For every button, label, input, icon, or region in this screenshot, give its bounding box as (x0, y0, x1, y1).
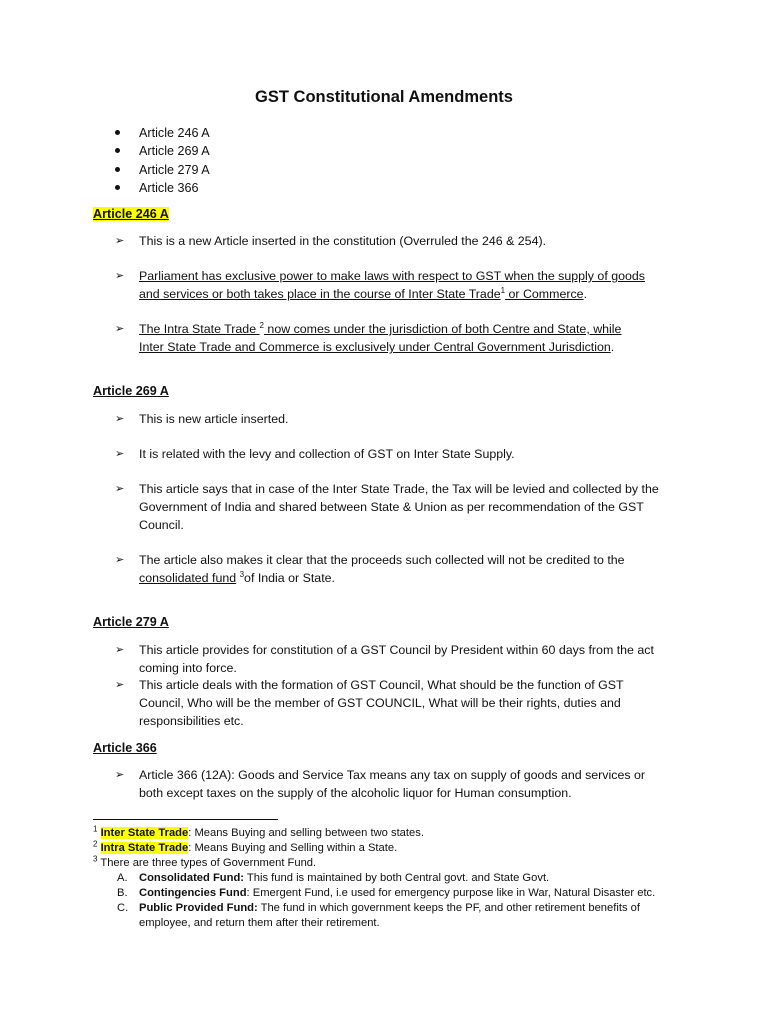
arrow-bullet-icon: ➢ (115, 679, 125, 691)
footnote-term: Intra State Trade (100, 842, 189, 854)
arrow-bullet-icon: ➢ (115, 644, 125, 656)
punctuation: . (583, 287, 588, 301)
underlined-text: Inter State Trade and Commerce is exclusively under Central Government Jurisdiction (139, 340, 611, 354)
punctuation: . (610, 340, 615, 354)
list-item (115, 766, 660, 802)
list-marker: A. (117, 872, 128, 884)
fund-types-list (93, 871, 683, 931)
paragraph: This is a new Article inserted in the constitution (Overruled the 246 & 254). (139, 234, 547, 248)
paragraph: Article 366 (12A): Goods and Service Tax means any tax on supply of goods and services or both except taxes on the supply of the alcoholic liquor for Human consumption. (139, 768, 645, 800)
list-item: Article 279 A (115, 161, 210, 179)
footnote-ref: 1 (500, 285, 506, 295)
footnote-term: Inter State Trade (100, 827, 189, 839)
arrow-bullet-icon: ➢ (115, 413, 125, 425)
footnote-ref: 3 (239, 569, 245, 579)
text: of India or State. (244, 571, 335, 585)
list-marker: C. (117, 902, 129, 914)
footnote-number: 3 (93, 854, 98, 864)
footnote-number: 2 (93, 839, 98, 849)
list-item: Article 269 A (115, 142, 210, 160)
paragraph: This article says that in case of the Inter State Trade, the Tax will be levied and collected by the Government of India and shared between State & Union as per recommendation of the GST Council. (139, 482, 659, 532)
footnote-divider (93, 819, 278, 820)
footnote-2 (93, 841, 693, 856)
footnote-text: : Means Buying and Selling within a State. (188, 842, 398, 854)
underlined-text: The Intra State Trade (139, 322, 260, 336)
section-heading-269a: Article 269 A (93, 384, 169, 398)
footnote-text: : Means Buying and selling between two states. (188, 827, 424, 839)
paragraph (139, 267, 675, 303)
list-item (115, 267, 675, 303)
underlined-text: or Commerce (505, 287, 584, 301)
underlined-text: consolidated fund (139, 571, 237, 585)
fund-text: This fund is maintained by both Central govt. and State Govt. (244, 872, 550, 884)
list-item (115, 232, 675, 250)
section-heading-279a: Article 279 A (93, 615, 169, 629)
footnote-text: There are three types of Government Fund. (97, 857, 317, 869)
fund-text: : Emergent Fund, i.e used for emergency purpose like in War, Natural Disaster etc. (246, 887, 656, 899)
paragraph: It is related with the levy and collection of GST on Inter State Supply. (139, 447, 515, 461)
heading-highlight: Article 246 A (93, 207, 169, 221)
list-item (93, 901, 683, 931)
paragraph: This is new article inserted. (139, 412, 289, 426)
underlined-text: now comes under the jurisdiction of both Centre and State, while (263, 322, 622, 336)
paragraph: This article provides for constitution of a GST Council by President within 60 days from the act coming into force. (139, 643, 654, 675)
fund-term: Consolidated Fund: (139, 872, 245, 884)
list-item (115, 410, 675, 428)
arrow-bullet-icon: ➢ (115, 483, 125, 495)
text: The article also makes it clear that the proceeds such collected will not be credited to the (139, 553, 625, 567)
footnote-ref: 2 (259, 320, 264, 330)
list-marker: B. (117, 887, 128, 899)
paragraph (139, 551, 675, 587)
paragraph: This article deals with the formation of GST Council, What should be the function of GST Council, Who will be the member of GST COUNCIL, What will be their rights, duties and responsibilities etc. (139, 678, 624, 728)
list-item (115, 676, 655, 730)
page-title: GST Constitutional Amendments (255, 88, 513, 106)
underlined-text: and services or both takes place in the course of Inter State Trade (139, 287, 501, 301)
arrow-bullet-icon: ➢ (115, 323, 125, 335)
arrow-bullet-icon: ➢ (115, 270, 125, 282)
list-item (115, 320, 675, 356)
footnote-3 (93, 856, 693, 871)
footnote-1 (93, 826, 693, 841)
list-item (115, 641, 665, 677)
fund-term: Contingencies Fund (139, 887, 247, 899)
list-item (115, 551, 675, 587)
list-item (93, 886, 683, 901)
list-item (93, 871, 683, 886)
article-summary-list (115, 124, 210, 197)
list-item: Article 366 (115, 179, 210, 197)
underlined-text: Parliament has exclusive power to make laws with respect to GST when the supply of goods (139, 269, 645, 283)
arrow-bullet-icon: ➢ (115, 235, 125, 247)
section-heading-366: Article 366 (93, 741, 157, 755)
paragraph (139, 320, 675, 356)
list-item (115, 445, 675, 463)
arrow-bullet-icon: ➢ (115, 448, 125, 460)
list-item: Article 246 A (115, 124, 210, 142)
section-heading-246a (93, 206, 169, 222)
fund-text: The fund in which government keeps the PF, and other retirement benefits of employee, and return them after their retirement. (139, 902, 640, 929)
list-item (115, 480, 670, 534)
arrow-bullet-icon: ➢ (115, 554, 125, 566)
arrow-bullet-icon: ➢ (115, 769, 125, 781)
fund-term: Public Provided Fund: (139, 902, 258, 914)
footnote-number: 1 (93, 824, 98, 834)
